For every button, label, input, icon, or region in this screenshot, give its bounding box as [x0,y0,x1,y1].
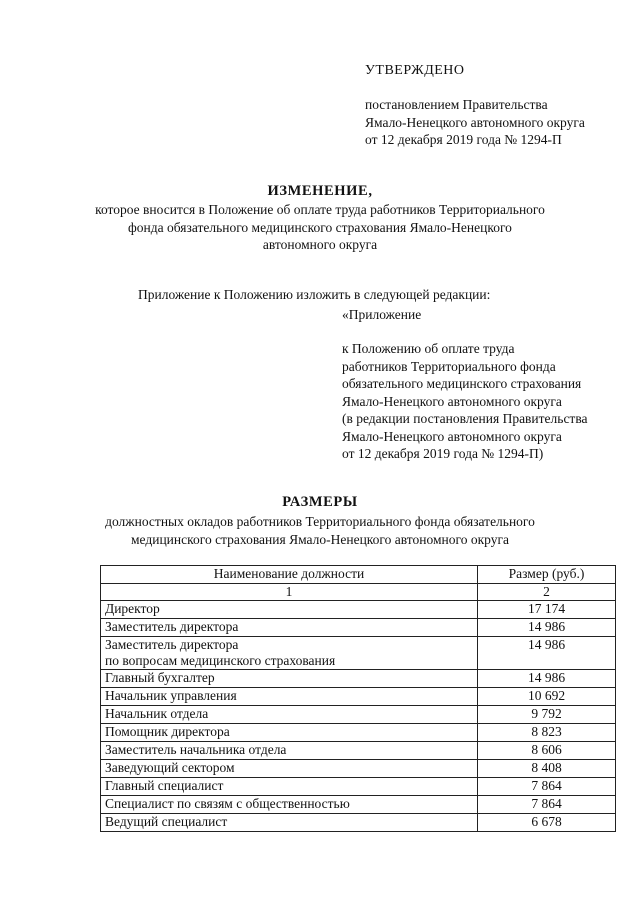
sizes-subtitle-line: медицинского страхования Ямало-Ненецкого автономного округа [131,531,509,547]
column-number: 1 [101,584,478,601]
appendix-line: от 12 декабря 2019 года № 1294-П) [342,446,544,461]
position-name: Заместитель директора [105,619,239,634]
table-row [101,637,616,670]
position-name: Главный бухгалтер [105,670,215,685]
position-name: Заместитель начальника отдела [105,742,287,757]
salary-amount-cell: 14 986 [478,670,616,688]
position-name-cell [101,706,478,724]
sizes-subtitle-line: должностных окладов работников Территориального фонда обязательного [105,514,535,529]
salary-amount-cell: 7 864 [478,796,616,814]
position-name-cell [101,724,478,742]
salary-amount-cell: 14 986 [478,619,616,637]
position-name-cell [101,814,478,832]
column-number-row [101,584,616,601]
table-row [101,619,616,637]
change-subtitle-line: фонда обязательного медицинского страхования Ямало-Ненецкого [128,219,512,235]
position-name-cell [101,742,478,760]
salary-amount-cell: 9 792 [478,706,616,724]
position-name-cell [101,670,478,688]
approval-line: Ямало-Ненецкого автономного округа [365,114,585,130]
position-name: Ведущий специалист [105,814,228,829]
table-header-row [101,566,616,584]
appendix-line: обязательного медицинского страхования [342,376,582,391]
salary-amount-cell: 6 678 [478,814,616,832]
salary-amount-cell: 8 823 [478,724,616,742]
position-name-cell [101,688,478,706]
salary-amount-cell: 14 986 [478,637,616,670]
position-name-cell [101,601,478,619]
position-name: Заместитель директора [105,637,239,652]
table-row [101,742,616,760]
salary-table [100,565,616,832]
change-subtitle [0,201,640,254]
position-name: по вопросам медицинского страхования [105,653,336,668]
table-row [101,814,616,832]
appendix-block [342,340,588,463]
appendix-line: Ямало-Ненецкого автономного округа [342,393,562,409]
instruction-text: Приложение к Положению изложить в следующей редакции: [138,287,491,302]
position-name-cell [101,796,478,814]
appendix-line: (в редакции постановления Правительства [342,411,588,426]
sizes-subtitle [0,513,640,548]
approval-heading: УТВЕРЖДЕНО [365,63,465,78]
approval-line: от 12 декабря 2019 года № 1294-П [365,132,562,147]
position-name-cell [101,637,478,670]
salary-amount-cell: 17 174 [478,601,616,619]
table-row [101,778,616,796]
table-row [101,796,616,814]
appendix-line: работников Территориального фонда [342,358,556,374]
column-header-amount: Размер (руб.) [478,566,616,584]
position-name: Директор [105,601,160,616]
position-name: Заведующий сектором [105,760,235,775]
position-name: Специалист по связям с общественностью [105,796,350,811]
salary-amount-cell: 10 692 [478,688,616,706]
column-number: 2 [478,584,616,601]
position-name-cell [101,619,478,637]
appendix-line: Ямало-Ненецкого автономного округа [342,428,562,444]
position-name-cell [101,760,478,778]
table-row [101,670,616,688]
column-header-position: Наименование должности [101,566,478,584]
table-row [101,601,616,619]
change-title: ИЗМЕНЕНИЕ, [267,183,373,199]
appendix-heading: «Приложение [342,307,422,322]
table-row [101,760,616,778]
position-name: Начальник управления [105,688,237,703]
approval-line: постановлением Правительства [365,97,548,112]
table-row [101,688,616,706]
table-row [101,724,616,742]
position-name: Главный специалист [105,778,224,793]
salary-amount-cell: 8 408 [478,760,616,778]
salary-amount-cell: 8 606 [478,742,616,760]
change-subtitle-line: автономного округа [262,237,378,252]
position-name: Начальник отдела [105,706,209,721]
salary-amount-cell: 7 864 [478,778,616,796]
appendix-line: к Положению об оплате труда [342,341,515,356]
position-name-cell [101,778,478,796]
approval-block [365,96,585,149]
table-row [101,706,616,724]
change-subtitle-line: которое вносится в Положение об оплате труда работников Территориального [95,202,545,217]
position-name: Помощник директора [105,724,230,739]
sizes-title: РАЗМЕРЫ [282,494,358,510]
